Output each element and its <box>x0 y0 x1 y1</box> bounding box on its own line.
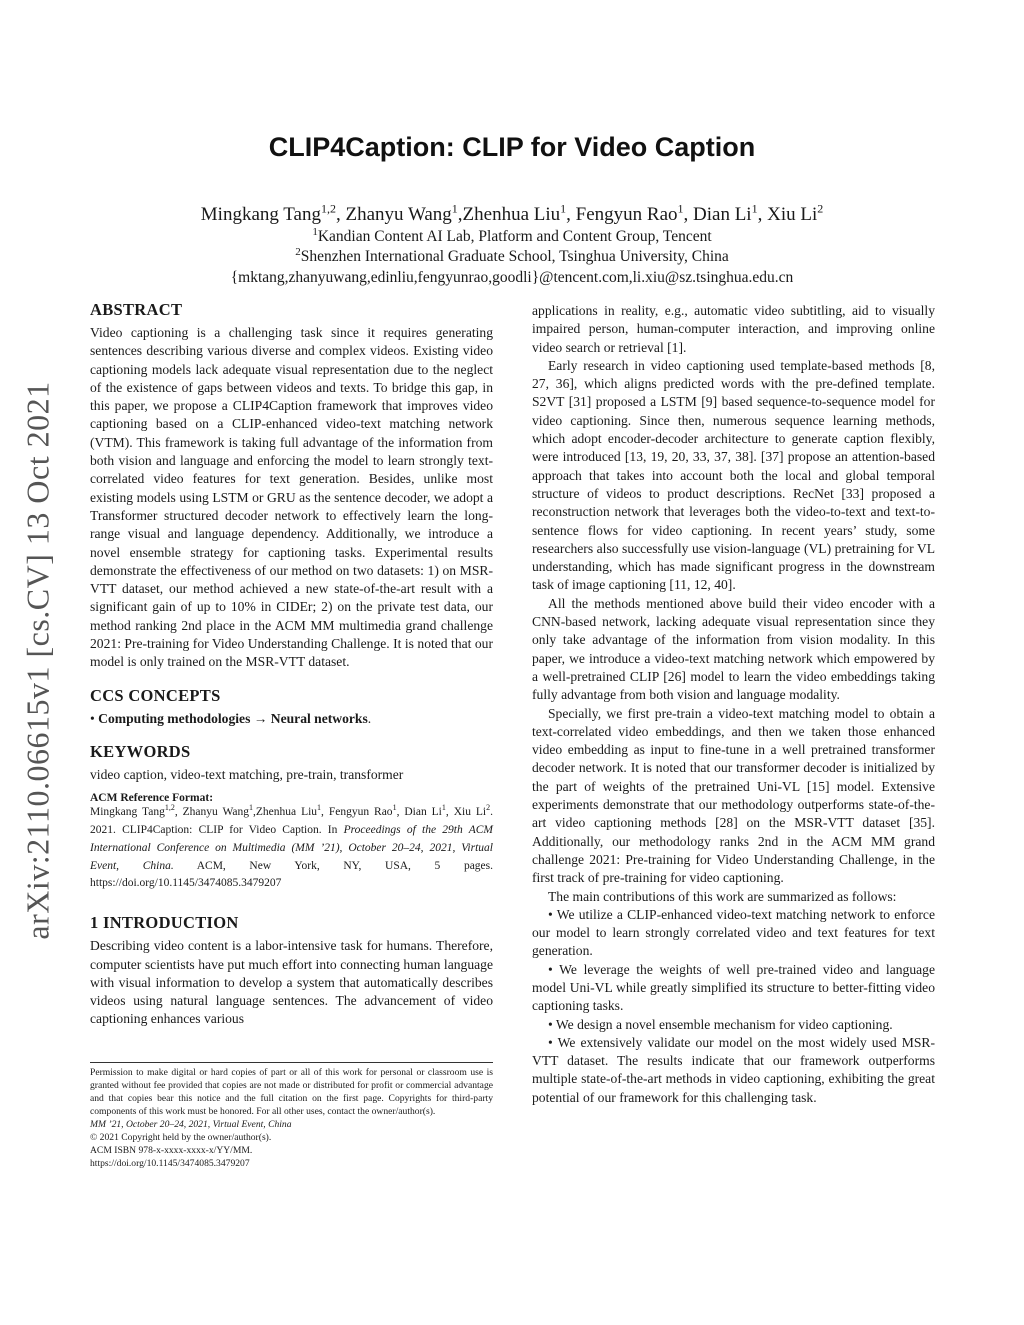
arxiv-sidebar-stamp <box>18 350 58 970</box>
author-separator: , <box>457 204 463 225</box>
affiliation-2 <box>0 245 1024 266</box>
ref-author: , Fengyun Rao <box>321 806 393 819</box>
author-name: Fengyun Rao <box>575 204 678 225</box>
ref-author: ,Zhenhua Liu <box>253 806 318 819</box>
author-list <box>0 201 1024 226</box>
author-name: Dian Li <box>693 204 752 225</box>
author-name: Mingkang Tang <box>200 204 321 225</box>
affiliation-1 <box>0 225 1024 246</box>
arxiv-id: arXiv:2110.06615v1 [cs.CV] 13 Oct 2021 <box>19 380 56 940</box>
author-affil-marker: 1 <box>677 201 684 216</box>
ccs-concept: Computing methodologies → Neural networks <box>98 710 368 726</box>
abstract-text: Video captioning is a challenging task since it requires generating sentences describing various diverse and complex videos. Existing video captioning models lack adequate visual representation due to the neglect of the existence of gaps between videos and texts. To bridge this gap, in this paper, we propose a CLIP4Caption framework that improves video captioning based on a CLIP-enhanced video-text matching network (VTM). This framework is taking full advantage of the information from both vision and language and enforcing the model to learn strongly text-correlated video features for text generation. Besides, unlike most existing models using LSTM or GRU as the sentence decoder, we adopt a Transformer structured decoder network to effectively learn the long-range visual and language dependency. Additionally, we introduce a novel ensemble strategy for captioning tasks. Experimental results demonstrate the effectiveness of our method on two datasets: 1) on MSR-VTT dataset, our method achieved a new state-of-the-art result with a significant gain of up to 10% in CIDEr; 2) on the private test data, our method ranking 2nd place in the ACM MM multimedia grand challenge 2021: Pre-training for Video Understanding Challenge. It is noted that our model is only trained on the MSR-VTT dataset. <box>90 325 493 670</box>
contribution-item: • We design a novel ensemble mechanism for video captioning. <box>548 1016 893 1032</box>
copyright-footnote <box>90 1066 493 1170</box>
acm-reference-heading: ACM Reference Format: <box>90 792 214 805</box>
abstract-heading: ABSTRACT <box>90 300 183 319</box>
author-affil-marker: 1 <box>560 201 567 216</box>
author-name: Zhenhua Liu <box>462 204 561 225</box>
acm-reference-text <box>90 804 493 893</box>
author-name: Xiu Li <box>767 204 818 225</box>
author-separator: , <box>336 204 346 225</box>
copyright-line: © 2021 Copyright held by the owner/author(s). <box>90 1132 272 1143</box>
contribution-item: • We utilize a CLIP-enhanced video-text matching network to enforce our model to learn strongly correlated video and text features for text generation. <box>532 906 935 959</box>
ref-sup: 1 <box>392 803 397 813</box>
author-affil-marker: 1 <box>751 201 758 216</box>
author-name: Zhanyu Wang <box>345 204 452 225</box>
ref-proceedings: Proceedings of the 29th ACM International Conference on Multimedia (MM ’21), October 20–24, 2021, Virtual Event, China. <box>90 824 493 872</box>
author-separator: , <box>683 204 694 225</box>
ref-doi: ACM, New York, NY, USA, 5 pages. https://doi.org/10.1145/3474085.3479207 <box>90 859 494 890</box>
ref-sup: 2 <box>486 803 491 813</box>
ref-sup: 1 <box>317 803 322 813</box>
intro-paragraph-1-continued: applications in reality, e.g., automatic video subtitling, aid to visually impaired person, human-computer interaction, and improving online video search or retrieval [1]. <box>532 303 935 355</box>
doi-line: https://doi.org/10.1145/3474085.3479207 <box>90 1158 250 1169</box>
intro-paragraph-2: Early research in video captioning used template-based methods [8, 27, 36], which aligns predicted words with the pre-defined template. S2VT [31] proposed a LSTM [9] based sequence-to-sequence model for video captioning. Since then, numerous sequence learning methods, which adopt encoder-decoder architecture to generate caption flexibly, were introduced [13, 19, 20, 33, 37, 38]. [37] propose an attention-based approach that takes into account both the local and global temporal structure of videos to product descriptions. RecNet [33] proposed a reconstruction network that leverages both the video-to-text and text-to-sentence flows for video captioning. In recent years’ study, some researchers also successfully use vision-language (VL) pretraining for VL understanding, which has made significant progress in the downstream task of image captioning [11, 12, 40]. <box>532 357 935 593</box>
conference-line: MM ’21, October 20–24, 2021, Virtual Event, China <box>90 1119 292 1130</box>
affiliation-text: Shenzhen International Graduate School, Tsinghua University, China <box>300 248 729 265</box>
keywords-heading: KEYWORDS <box>90 741 191 761</box>
ref-sup: 1,2 <box>164 803 175 813</box>
ref-author: Mingkang Tang <box>90 806 165 819</box>
permission-notice: Permission to make digital or hard copies of part or all of this work for personal or classroom use is granted without fee provided that copies are not made or distributed for profit or commercial advantage and that copies bear this notice and the full citation on the first page. Copyrights for third-party components of this work must be honored. For all other uses, contact the owner/author(s). <box>90 1067 493 1117</box>
author-emails: {mktang,zhanyuwang,edinliu,fengyunrao,goodli}@tencent.com,li.xiu@sz.tsinghua.edu.cn <box>230 269 794 286</box>
affil-marker: 1 <box>312 225 318 238</box>
contributions-intro: The main contributions of this work are summarized as follows: <box>548 888 897 904</box>
ref-author: , Zhanyu Wang <box>174 806 250 819</box>
author-affil-marker: 2 <box>817 201 824 216</box>
intro-paragraph-4: Specially, we first pre-train a video-text matching model to obtain a text-correlated video embeddings, and then we taken those enhanced video embedding as input to fine-tune in a well pretrained transformer decoder network. It is noted that our transformer decoder is initialized by the part of weights of the pretrained Uni-VL [15] model. Extensive experiments demonstrate that our methodology outperforms state-of-the-art video captioning methods [28] on the MSR-VTT dataset [35]. Additionally, our methodology ranks 2nd in the ACM MM grand challenge 2021: Pre-training for Video Understanding Challenge, in the first track of pre-training for video captioning. <box>532 705 935 886</box>
author-separator: , <box>757 204 768 225</box>
affil-marker: 2 <box>295 245 301 258</box>
ref-author: , Xiu Li <box>445 806 487 819</box>
affiliation-text: Kandian Content AI Lab, Platform and Content Group, Tencent <box>317 228 712 245</box>
intro-paragraph-1: Describing video content is a labor-intensive task for humans. Therefore, computer scientists have put much effort into connecting human language with visual information to develop a system that automatically describes videos using natural language sentences. The advancement of video captioning enhances various <box>90 938 493 1027</box>
isbn-line: ACM ISBN 978-x-xxxx-xxxx-x/YY/MM. <box>90 1145 253 1156</box>
ccs-heading: CCS CONCEPTS <box>90 685 221 705</box>
ccs-punct: . <box>367 710 372 726</box>
author-affil-marker: 1,2 <box>321 201 336 216</box>
introduction-heading: 1 INTRODUCTION <box>90 913 239 933</box>
right-column <box>532 302 935 1107</box>
footnote-rule <box>90 1062 493 1063</box>
ref-sup: 1 <box>249 803 254 813</box>
bullet: • <box>90 710 95 726</box>
contribution-item: • We leverage the weights of well pre-trained video and language model Uni-VL while greatly simplified its structure to better-fitting video captioning tasks. <box>532 961 935 1014</box>
keywords-text: video caption, video-text matching, pre-train, transformer <box>90 766 404 782</box>
ref-author: , Dian Li <box>396 806 442 819</box>
left-column <box>90 300 493 1029</box>
intro-paragraph-3: All the methods mentioned above build their video encoder with a CNN-based network, lacking adequate visual representation since they only take advantage of the information from vision modality. In this paper, we introduce a video-text matching network which empowered by a well-pretrained CLIP [26] model to learn the video embeddings taking fully advantage from both vision and language modality. <box>532 595 935 703</box>
author-affil-marker: 1 <box>451 201 458 216</box>
contribution-item: • We extensively validate our model on the most widely used MSR-VTT dataset. The results indicate that our framework outperforms multiple state-of-the-art methods in video captioning, exhibiting the great potential of our framework for this challenging task. <box>532 1034 935 1105</box>
paper-title: CLIP4Caption: CLIP for Video Caption <box>268 132 756 162</box>
ref-text: . 2021. CLIP4Caption: CLIP for Video Caption. In <box>90 806 493 837</box>
ccs-item <box>90 710 493 728</box>
author-separator: , <box>566 204 576 225</box>
ref-sup: 1 <box>441 803 446 813</box>
